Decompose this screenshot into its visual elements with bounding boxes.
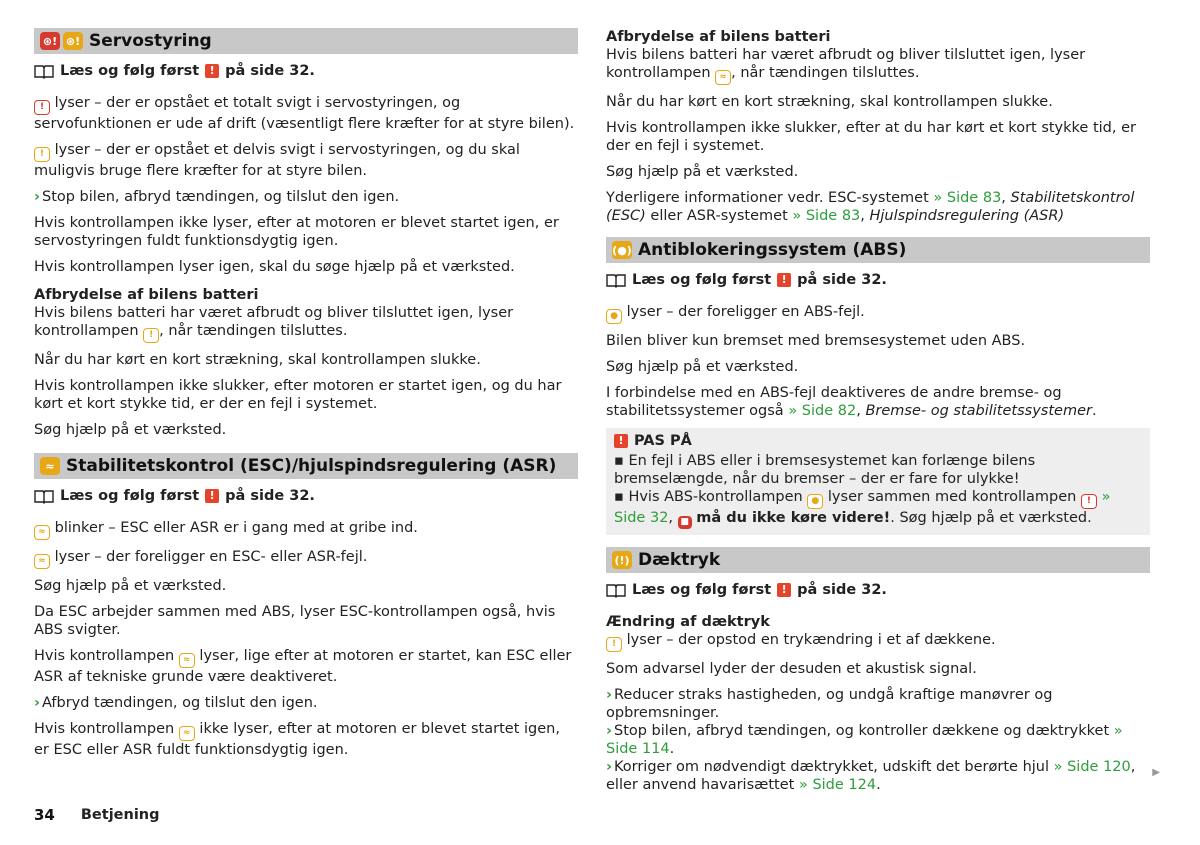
period: . [1091, 403, 1097, 419]
caution-header [614, 432, 1144, 450]
tyre-b3-mid: , eller anvend havarisættet [606, 759, 1136, 793]
comma: , [856, 403, 861, 419]
esc-p4: Da ESC arbejder sammen med ABS, lyser ESC-kontrollampen også, hvis ABS svigter. [34, 604, 556, 638]
book-icon [606, 273, 626, 288]
servo-p2 [34, 141, 578, 180]
esc-p1 [34, 519, 578, 540]
tyre-pressure-icon: (!) [612, 551, 632, 569]
footer-section: Betjening [80, 807, 160, 823]
esc-battery-p1-end: , når tændingen tilsluttes. [731, 65, 920, 81]
esc-p5-end: lyser, lige efter at motoren er startet, kan ESC eller ASR af tekniske grunde være deaktiveret. [34, 648, 572, 685]
caution-item-1: ▪ En fejl i ABS eller i bremsesystemet kan forlænge bilens bremselængde, når du bremser – der er fare for ulykke! [614, 453, 1036, 487]
caution-item-2: ▪ Hvis ABS-kontrollampen ● lyser sammen med kontrollampen ! » Side 32, ■ må du ikke køre videre!. Søg hjælp på et værksted. [614, 489, 1111, 527]
read-first-link[interactable]: på side 32. [797, 272, 887, 288]
steering-red-small-icon: ! [34, 100, 50, 115]
asr-ref-title: Hjulspindsregulering (ASR) [869, 208, 1065, 224]
esc-car-icon: ≈ [40, 457, 60, 475]
servo-p2-text: lyser – der er opstået et delvis svigt i servostyringen, og du skal muligvis bruge flere kræfter for at styre bilen. [34, 142, 520, 179]
servo-title: Servostyring [89, 31, 212, 51]
section-header-servo [34, 28, 578, 54]
book-icon [606, 583, 626, 598]
warning-icon: ! [205, 489, 219, 503]
steering-yellow-icon: ⊛! [63, 32, 83, 50]
servo-battery-p1-text: Hvis bilens batteri har været afbrudt og bliver tilsluttet igen, lyser kontrollampen [34, 305, 514, 339]
abs-p4 [606, 384, 1150, 420]
link-side-83[interactable]: » Side 83 [933, 190, 1002, 206]
esc-p7-end: ikke lyser, efter at motoren er blevet startet igen, er ESC eller ASR fuldt funktionsdygtig igen. [34, 721, 560, 758]
esc-battery-p4: Søg hjælp på et værksted. [606, 164, 799, 180]
section-header-esc [34, 453, 578, 479]
esc-p2-text: lyser – der foreligger en ESC- eller ASR-fejl. [54, 549, 368, 565]
right-column [606, 28, 1150, 794]
tyre-b3-text: Korriger om nødvendigt dæktrykket, udskift det berørte hjul [613, 759, 1050, 775]
abs-p1-text: lyser – der foreligger en ABS-fejl. [626, 304, 865, 320]
arrow-icon: › [606, 723, 612, 739]
esc-small-icon: ≈ [179, 726, 195, 741]
esc-p3: Søg hjælp på et værksted. [34, 578, 227, 594]
esc-battery-p1 [606, 46, 1150, 85]
esc-p7 [34, 720, 578, 759]
read-first-link[interactable]: på side 32. [797, 582, 887, 598]
read-first-tyre [606, 581, 1150, 599]
tyre-p1 [606, 631, 1150, 652]
tyre-title: Dæktryk [638, 550, 721, 570]
esc-p6-text: Afbryd tændingen, og tilslut den igen. [41, 695, 318, 711]
caution-title: PAS PÅ [634, 433, 692, 449]
servo-battery-p4: Søg hjælp på et værksted. [34, 422, 227, 438]
abs-p4-text: I forbindelse med en ABS-fejl deaktiveres de andre bremse- og stabilitetssystemer også [606, 385, 1062, 419]
abs-icon: (●) [612, 241, 632, 259]
caution-2-end: . Søg hjælp på et værksted. [890, 510, 1092, 526]
servo-p5: Hvis kontrollampen lyser igen, skal du søge hjælp på et værksted. [34, 259, 515, 275]
tyre-b1 [606, 686, 1150, 722]
arrow-icon: › [34, 695, 40, 711]
abs-p1 [606, 303, 1150, 324]
esc-p2 [34, 548, 578, 569]
tyre-small-icon: ! [606, 637, 622, 652]
arrow-icon: › [606, 687, 612, 703]
link-side-120[interactable]: » Side 120 [1053, 759, 1131, 775]
servo-p1-text: lyser – der er opstået et totalt svigt i servostyringen, og servofunktionen er ude af drift (væsentligt flere kræfter for at styre bilen). [34, 95, 575, 132]
arrow-icon: › [34, 189, 40, 205]
read-first-servo [34, 62, 578, 80]
warning-icon: ! [777, 273, 791, 287]
tyre-b3 [606, 758, 1150, 794]
link-side-114[interactable]: » Side 114 [606, 723, 1123, 757]
servo-p4: Hvis kontrollampen ikke lyser, efter at motoren er blevet startet igen, er servostyringen fuldt funktionsdygtig igen. [34, 215, 559, 249]
warning-icon: ! [205, 64, 219, 78]
servo-battery-title: Afbrydelse af bilens batteri [34, 287, 259, 303]
esc-title: Stabilitetskontrol (ESC)/hjulspindsregulering (ASR) [66, 456, 557, 476]
esc-ref-title: Stabilitetskontrol (ESC) [606, 190, 1135, 224]
esc-p5 [34, 647, 578, 686]
tyre-p1-text: lyser – der opstod en trykændring i et af dækkene. [626, 632, 996, 648]
esc-p5-text: Hvis kontrollampen [34, 648, 175, 664]
read-first-label: Læs og følg først [632, 582, 772, 598]
servo-p3 [34, 188, 578, 206]
esc-small-icon: ≈ [179, 653, 195, 668]
tyre-icons [612, 551, 632, 569]
section-header-abs [606, 237, 1150, 263]
esc-battery-p3: Hvis kontrollampen ikke slukker, efter at du har kørt et kort stykke tid, er der en fejl i systemet. [606, 120, 1136, 154]
esc-small-icon: ≈ [715, 70, 731, 85]
read-first-label: Læs og følg først [60, 63, 200, 79]
abs-small-icon: ● [807, 494, 823, 509]
section-header-tyre [606, 547, 1150, 573]
left-column [34, 28, 578, 767]
esc-battery-p5 [606, 189, 1150, 225]
comma: , [860, 208, 865, 224]
servo-battery-p3: Hvis kontrollampen ikke slukker, efter motoren er startet igen, og du har kørt et kort stykke tid, er der en fejl i systemet. [34, 378, 562, 412]
caution-2-mid: lyser sammen med kontrollampen [827, 489, 1077, 505]
caution-2-bold: må du ikke køre videre! [696, 510, 891, 526]
esc-icons [40, 457, 60, 475]
abs-p2: Bilen bliver kun bremset med bremsesystemet uden ABS. [606, 333, 1026, 349]
abs-p3: Søg hjælp på et værksted. [606, 359, 799, 375]
esc-p7-text: Hvis kontrollampen [34, 721, 175, 737]
comma: , [1001, 190, 1006, 206]
esc-small-icon: ≈ [34, 525, 50, 540]
next-page-arrow-icon[interactable]: ▶ [1152, 767, 1160, 778]
stop-icon: ■ [678, 516, 692, 529]
book-icon [34, 489, 54, 504]
warning-icon: ! [777, 583, 791, 597]
servo-p3-text: Stop bilen, afbryd tændingen, og tilslut den igen. [41, 189, 400, 205]
servo-p1 [34, 94, 578, 133]
tyre-b1-text: Reducer straks hastigheden, og undgå kraftige manøvrer og opbremsninger. [606, 687, 1053, 721]
esc-battery-p2: Når du har kørt en kort strækning, skal kontrollampen slukke. [606, 94, 1053, 110]
arrow-icon: › [606, 759, 612, 775]
caution-box [606, 428, 1150, 535]
servo-battery-p2: Når du har kørt en kort strækning, skal kontrollampen slukke. [34, 352, 481, 368]
tyre-p2: Som advarsel lyder der desuden et akustisk signal. [606, 661, 977, 677]
read-first-label: Læs og følg først [60, 488, 200, 504]
esc-battery-p5-text: Yderligere informationer vedr. ESC-systemet [606, 190, 929, 206]
esc-small-icon: ≈ [34, 554, 50, 569]
esc-battery-p1-text: Hvis bilens batteri har været afbrudt og bliver tilsluttet igen, lyser kontrollampen [606, 47, 1086, 81]
brake-small-icon: ! [1081, 494, 1097, 509]
steering-red-icon: ⊛! [40, 32, 60, 50]
read-first-link[interactable]: på side 32. [225, 488, 315, 504]
page-footer [34, 806, 160, 824]
steering-yellow-small-icon: ! [143, 328, 159, 343]
caution-2-text: Hvis ABS-kontrollampen [628, 489, 803, 505]
read-first-link[interactable]: på side 32. [225, 63, 315, 79]
tyre-b2-text: Stop bilen, afbryd tændingen, og kontroller dækkene og dæktrykket [613, 723, 1110, 739]
brake-ref-title: Bremse- og stabilitetssystemer [865, 403, 1092, 419]
link-side-82[interactable]: » Side 82 [788, 403, 857, 419]
abs-title: Antiblokeringssystem (ABS) [638, 240, 907, 260]
caution-1-text: En fejl i ABS eller i bremsesystemet kan forlænge bilens bremselængde, når du bremser – der er fare for ulykke! [614, 453, 1036, 487]
tyre-sub: Ændring af dæktryk [606, 614, 770, 630]
link-side-32[interactable]: » Side 32 [614, 489, 1111, 526]
read-first-label: Læs og følg først [632, 272, 772, 288]
servo-battery-p1-end: , når tændingen tilsluttes. [159, 323, 348, 339]
period: . [669, 741, 675, 757]
servo-icons [40, 32, 83, 50]
tyre-b2 [606, 722, 1150, 758]
read-first-esc [34, 487, 578, 505]
steering-yellow-small-icon: ! [34, 147, 50, 162]
servo-battery-p1 [34, 304, 578, 343]
esc-battery-p5-mid: eller ASR-systemet [650, 208, 788, 224]
warning-icon: ! [614, 434, 628, 448]
comma: , [668, 510, 674, 526]
period: . [876, 777, 881, 793]
abs-small-icon: ● [606, 309, 622, 324]
abs-icons [612, 241, 632, 259]
book-icon [34, 64, 54, 79]
link-side-83[interactable]: » Side 83 [792, 208, 861, 224]
page-number: 34 [34, 806, 55, 824]
read-first-abs [606, 271, 1150, 289]
esc-p6 [34, 694, 578, 712]
esc-battery-title: Afbrydelse af bilens batteri [606, 29, 831, 45]
esc-p1-text: blinker – ESC eller ASR er i gang med at gribe ind. [54, 520, 418, 536]
link-side-124[interactable]: » Side 124 [798, 777, 877, 793]
